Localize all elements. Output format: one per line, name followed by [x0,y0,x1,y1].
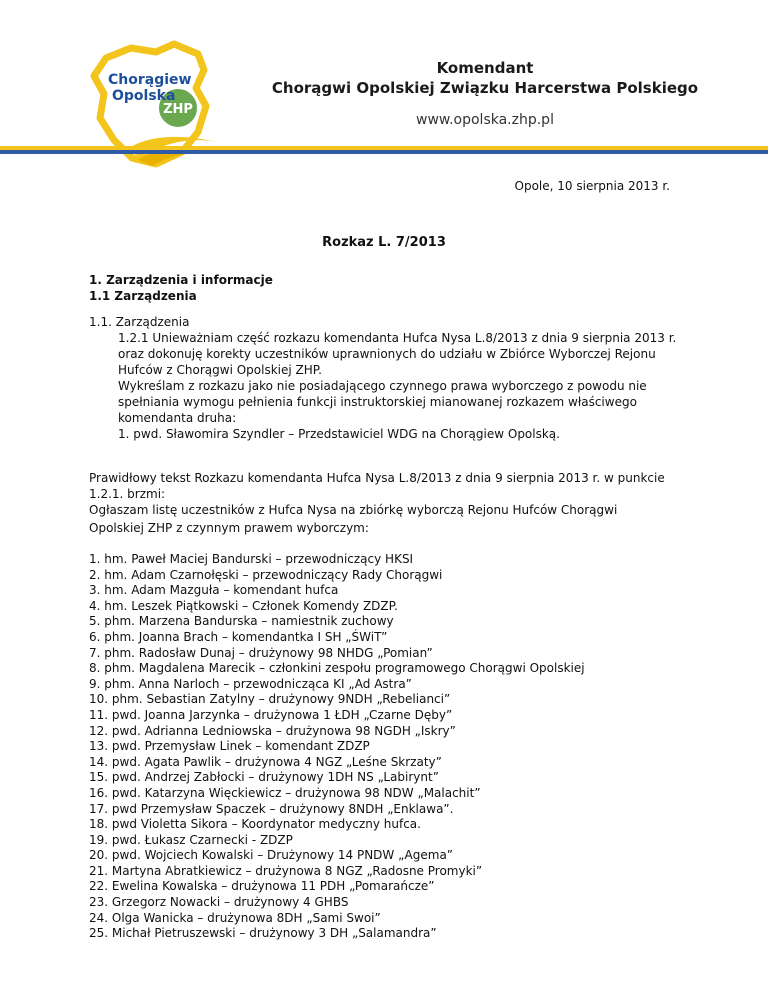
website-link[interactable]: www.opolska.zhp.pl [416,112,554,128]
list-item: 6. phm. Joanna Brach – komendantka I SH „ŚWiT” [89,629,388,644]
section-heading-1: 1. Zarządzenia i informacje [89,273,273,287]
paragraph-line: komendanta druha: [118,411,237,425]
subsection-label: 1.1. Zarządzenia [89,315,190,329]
paragraph-line: spełniania wymogu pełnienia funkcji instruktorskiej mianowanej rozkazem właściwego [118,395,637,409]
list-item: 24. Olga Wanicka – drużynowa 8DH „Sami Swoi” [89,910,381,925]
correction-paragraph [89,470,689,518]
document-date: Opole, 10 sierpnia 2013 r. [514,179,670,193]
list-item: 12. pwd. Adrianna Ledniowska – drużynowa 98 NGDH „Iskry” [89,723,456,738]
participant-list [89,552,585,942]
list-item: 8. phm. Magdalena Marecik – członkini zespołu programowego Chorągwi Opolskiej [89,661,585,676]
logo-text-line2: Opolska [112,88,176,104]
list-item: 21. Martyna Abratkiewicz – drużynowa 8 NGZ „Radosne Promyki” [89,863,483,878]
list-item: 9. phm. Anna Narloch – przewodnicząca KI „Ad Astra” [89,676,412,691]
header-title-line1: Komendant [436,59,534,77]
list-item: 4. hm. Leszek Piątkowski – Członek Komendy ZDZP. [89,598,398,613]
section-heading-1-1: 1.1 Zarządzenia [89,289,197,303]
logo-text-line1: Chorągiew [108,72,192,88]
paragraph-line: Wykreślam z rozkazu jako nie posiadającego czynnego prawa wyborczego z powodu nie [118,379,647,393]
correction-tail: Opolskiej ZHP z czynnym prawem wyborczym: [89,521,369,535]
list-item: 7. phm. Radosław Dunaj – drużynowy 98 NHDG „Pomian” [89,645,433,660]
logo-badge-text: ZHP [163,102,193,117]
header-band-blue [0,150,768,154]
order-title: Rozkaz L. 7/2013 [322,235,446,250]
header-title-line2: Chorągwi Opolskiej Związku Harcerstwa Polskiego [271,79,699,97]
header-title [240,58,730,98]
list-item: 13. pwd. Przemysław Linek – komendant ZDZP [89,739,370,754]
list-item: 22. Ewelina Kowalska – drużynowa 11 PDH „Pomarańcze” [89,879,435,894]
correction-line: 1.2.1. brzmi: [89,487,166,501]
list-item: 17. pwd Przemysław Spaczek – drużynowy 8NDH „Enklawa”. [89,801,454,816]
list-item: 2. hm. Adam Czarnołęski – przewodniczący Rady Chorągwi [89,567,443,582]
section-headings [89,272,273,304]
list-item: 25. Michał Pietruszewski – drużynowy 3 DH „Salamandra” [89,926,437,941]
order-paragraph [118,330,678,442]
paragraph-line: oraz dokonuję korekty uczestników uprawnionych do udziału w Zbiórce Wyborczej Rejonu [118,347,656,361]
list-item: 20. pwd. Wojciech Kowalski – Drużynowy 14 PNDW „Agema” [89,848,454,863]
correction-line: Ogłaszam listę uczestników z Hufca Nysa na zbiórkę wyborczą Rejonu Hufców Chorągwi [89,503,618,517]
correction-line: Prawidłowy tekst Rozkazu komendanta Hufca Nysa L.8/2013 z dnia 9 sierpnia 2013 r. w punkcie [89,471,665,485]
list-item: 1. hm. Paweł Maciej Bandurski – przewodniczący HKSI [89,552,414,566]
list-item: 14. pwd. Agata Pawlik – drużynowa 4 NGZ „Leśne Skrzaty” [89,754,442,769]
list-item: 19. pwd. Łukasz Czarnecki - ZDZP [89,832,293,847]
list-item: 23. Grzegorz Nowacki – drużynowy 4 GHBS [89,895,349,910]
list-item: 16. pwd. Katarzyna Więckiewicz – drużynowa 98 NDW „Malachit” [89,785,481,800]
list-item: 5. phm. Marzena Bandurska – namiestnik zuchowy [89,614,394,629]
list-item: 11. pwd. Joanna Jarzynka – drużynowa 1 ŁDH „Czarne Dęby” [89,707,453,722]
paragraph-line: 1.2.1 Unieważniam część rozkazu komendanta Hufca Nysa L.8/2013 z dnia 9 sierpnia 2013 r. [118,331,677,345]
paragraph-line: 1. pwd. Sławomira Szyndler – Przedstawiciel WDG na Chorągiew Opolską. [118,427,560,441]
list-item: 18. pwd Violetta Sikora – Koordynator medyczny hufca. [89,817,421,832]
paragraph-line: Hufców z Chorągwi Opolskiej ZHP. [118,363,322,377]
list-item: 3. hm. Adam Mazguła – komendant hufca [89,583,339,598]
list-item: 10. phm. Sebastian Zatylny – drużynowy 9NDH „Rebelianci” [89,692,451,707]
list-item: 15. pwd. Andrzej Zabłocki – drużynowy 1DH NS „Labirynt” [89,770,439,785]
